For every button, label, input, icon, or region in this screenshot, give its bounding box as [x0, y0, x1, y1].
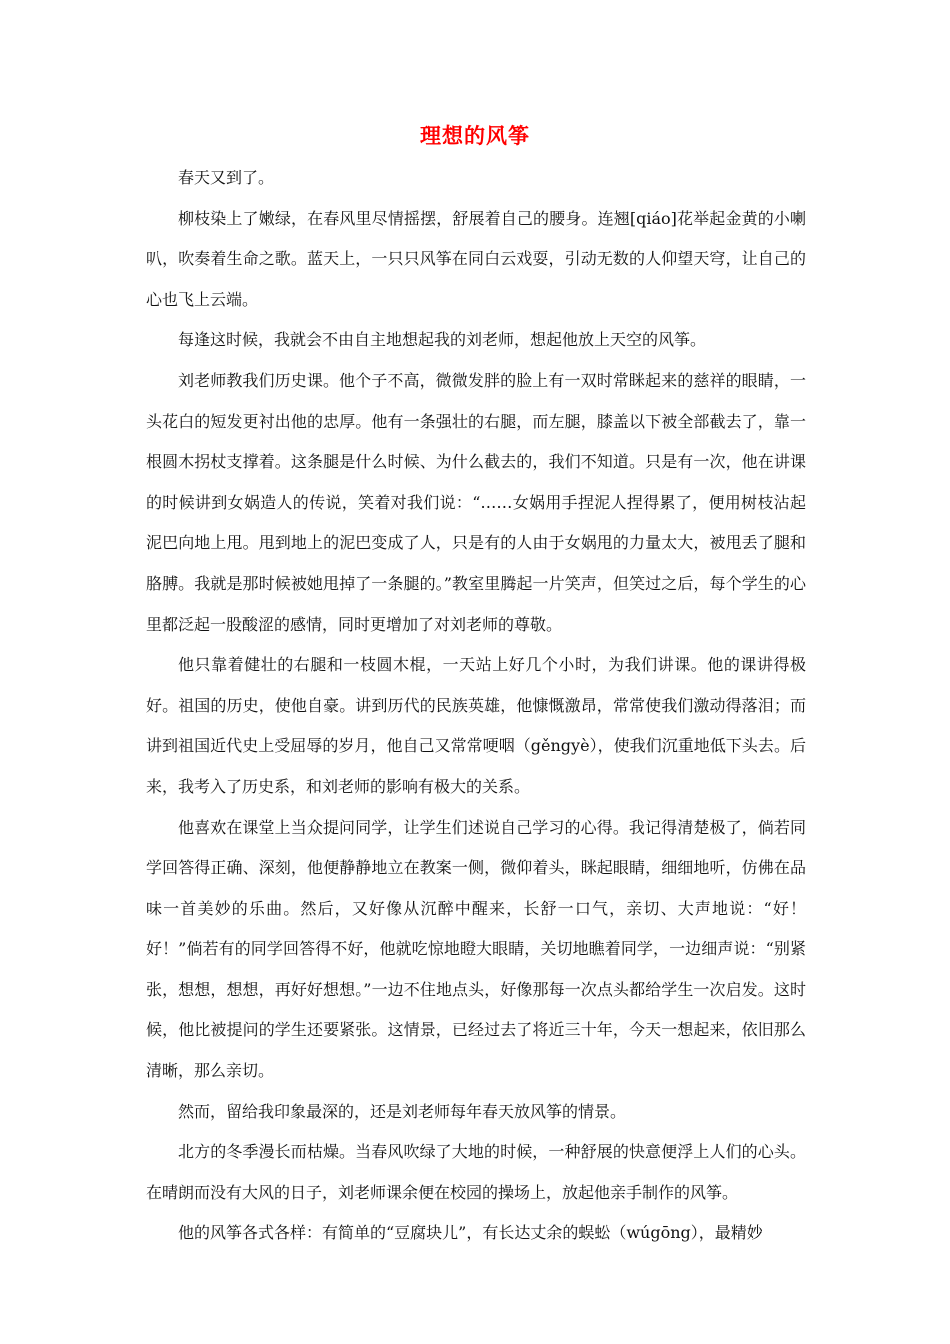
document-body — [146, 158, 806, 1254]
paragraph: 北方的冬季漫长而枯燥。当春风吹绿了大地的时候，一种舒展的快意便浮上人们的心头。在晴朗而没有大风的日子，刘老师课余便在校园的操场上，放起他亲手制作的风筝。 — [146, 1142, 806, 1202]
paragraph: 每逢这时候，我就会不由自主地想起我的刘老师，想起他放上天空的风筝。 — [178, 330, 707, 350]
paragraph: 刘老师教我们历史课。他个子不高，微微发胖的脸上有一双时常眯起来的慈祥的眼睛，一头花白的短发更衬出他的忠厚。他有一条强壮的右腿，而左腿，膝盖以下被全部截去了，靠一根圆木拐杖支撑着。这条腿是什么时候、为什么截去的，我们不知道。只是有一次，他在讲课的时候讲到女娲造人的传说，笑着对我们说：“……女娲用手捏泥人捏得累了，便用树枝沾起泥巴向地上甩。甩到地上的泥巴变成了人，只是有的人由于女娲甩的力量太大，被甩丢了腿和胳膊。我就是那时候被她甩掉了一条腿的。”教室里腾起一片笑声，但笑过之后，每个学生的心里都泛起一股酸涩的感情，同时更增加了对刘老师的尊敬。 — [146, 370, 806, 634]
document-title: 理想的风筝 — [420, 124, 530, 148]
paragraph: 他的风筝各式各样：有简单的“豆腐块儿”，有长达丈余的蜈蚣（wúgōng），最精妙 — [178, 1223, 763, 1243]
paragraph: 然而，留给我印象最深的，还是刘老师每年春天放风筝的情景。 — [178, 1101, 627, 1121]
paragraph: 柳枝染上了嫩绿，在春风里尽情摇摆，舒展着自己的腰身。连翘[qiáo]花举起金黄的小喇叭，吹奏着生命之歌。蓝天上，一只只风筝在同白云戏耍，引动无数的人仰望天穹，让自己的心也飞上云端。 — [146, 208, 806, 309]
paragraph: 他只靠着健壮的右腿和一枝圆木棍，一天站上好几个小时，为我们讲课。他的课讲得极好。祖国的历史，使他自豪。讲到历代的民族英雄，他慷慨激昂，常常使我们激动得落泪；而讲到祖国近代史上受屈辱的岁月，他自己又常常哽咽（gěngyè），使我们沉重地低下头去。后来，我考入了历史系，和刘老师的影响有极大的关系。 — [146, 655, 806, 796]
paragraph: 春天又到了。 — [178, 168, 275, 187]
paragraph: 他喜欢在课堂上当众提问同学，让学生们述说自己学习的心得。我记得清楚极了，倘若同学回答得正确、深刻，他便静静地立在教案一侧，微仰着头，眯起眼睛，细细地听，仿佛在品味一首美妙的乐曲。然后，又好像从沉醉中醒来，长舒一口气，亲切、大声地说：“好！好！”倘若有的同学回答得不好，他就吃惊地瞪大眼睛，关切地瞧着同学，一边细声说：“别紧张，想想，想想，再好好想想。”一边不住地点头，好像那每一次点头都给学生一次启发。这时候，他比被提问的学生还要紧张。这情景，已经过去了将近三十年，今天一想起来，依旧那么清晰，那么亲切。 — [146, 817, 806, 1081]
